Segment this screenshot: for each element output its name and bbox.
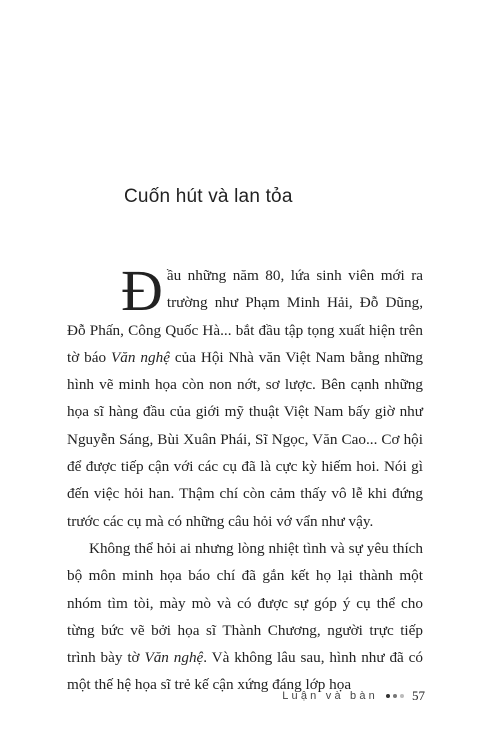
paragraph-2-italic: Văn nghệ (144, 649, 204, 667)
chapter-title: Cuốn hút và lan tỏa (124, 186, 293, 207)
page-number: 57 (412, 688, 425, 703)
paragraph-2 (67, 535, 423, 699)
section-name: Luận và bàn (282, 690, 378, 702)
paragraph-2-text-b: . Và không lâu sau, hình như đã có một thế hệ họa sĩ trẻ kế cận xứng đáng lớp họa (67, 649, 423, 694)
decorative-dots-icon (386, 694, 404, 698)
paragraph-1-italic: Văn nghệ (111, 348, 170, 366)
dot-light (400, 694, 404, 698)
page-footer (282, 688, 425, 704)
paragraph-2-text-a: Không thể hỏi ai nhưng lòng nhiệt tình và sự yêu thích bộ môn minh họa báo chí đã gắn kết họ lại thành một nhóm tìm tòi, mày mò và có được sự góp ý cụ thể cho từng bức vẽ bởi họa sĩ Thành Chương, người trực tiếp trình bày tờ (67, 539, 423, 667)
dot-mid (393, 694, 397, 698)
paragraph-1-text-b: của Hội Nhà văn Việt Nam bằng những hình vẽ minh họa còn non nớt, sơ lược. Bên cạnh những họa sĩ hàng đầu của giới mỹ thuật Việt Nam bấy giờ như Nguyễn Sáng, Bùi Xuân Phái, Sĩ Ngọc, Văn Cao... Cơ hội để được tiếp cận với các cụ đã là cực kỳ hiếm hoi. Nói gì đến việc hỏi han. Thậm chí còn cảm thấy vô lễ khi đứng trước các cụ mà có những câu hỏi vớ vẩn như vậy. (67, 348, 423, 530)
body-text (67, 258, 423, 699)
dot-dark (386, 694, 390, 698)
drop-cap: Đ (121, 258, 163, 323)
paragraph-1-text-a: ầu những năm 80, lứa sinh viên mới ra trường như Phạm Minh Hải, Đỗ Dũng, Đỗ Phấn, Công Quốc Hà... bắt đầu tập tọng xuất hiện trên tờ báo (67, 267, 423, 366)
paragraph-1 (67, 258, 423, 535)
